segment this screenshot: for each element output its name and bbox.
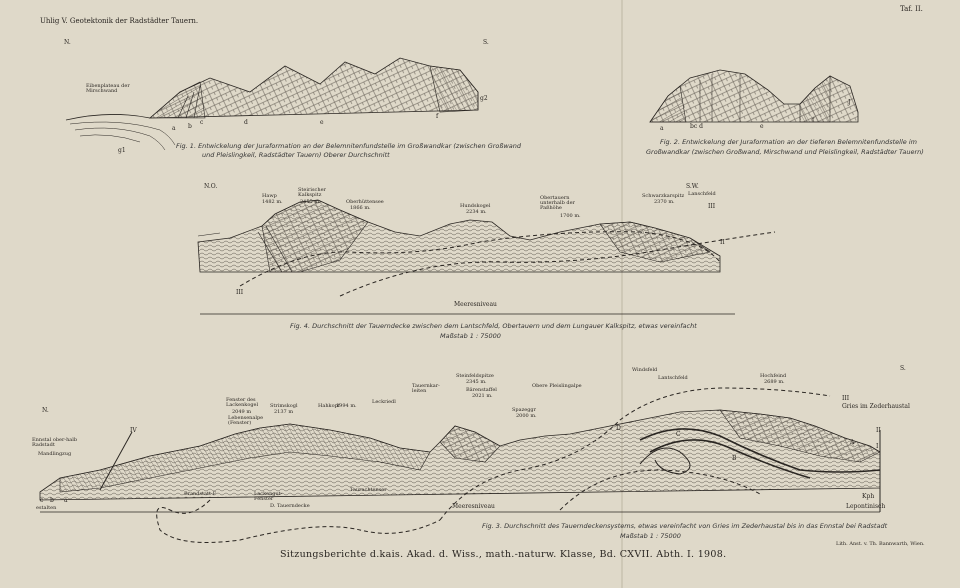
fig1-letter-b: b bbox=[188, 123, 192, 130]
fig4-peak-obertauern: Obertauern unterhalb der Paßhöhe bbox=[540, 195, 575, 211]
fig3-label-windsfeld: Windsfeld bbox=[632, 367, 658, 373]
fig4-peak-lanschfeld: Lanschfeld bbox=[688, 191, 716, 197]
fig3-letter-a-fold: A bbox=[850, 439, 855, 446]
fig3-label-taurachtenser: Taurachtenser bbox=[350, 487, 387, 493]
fig1-north-label: N. bbox=[64, 39, 71, 46]
fig4-peak-kalkspitz: Steirischer Kalkspitz bbox=[298, 187, 326, 198]
fig3-label-lebensenalpe: Lebensenalpe (Fenster) bbox=[228, 415, 264, 426]
fig4-peak-oberhuettensee: Oberhüttensee bbox=[346, 199, 384, 205]
fig1-plateau-label: Eibenplateau der Mirschwand bbox=[86, 83, 130, 94]
fig3-label-leckriedl: Leckriedl bbox=[372, 399, 396, 405]
fig4-caption: Fig. 4. Durchschnitt der Tauerndecke zwischen dem Lantschfeld, Obertauern und dem Lungauer Kalkspitz, etwas vereinfacht bbox=[290, 322, 697, 330]
fig4-peak-hawp: Hawp bbox=[262, 193, 277, 199]
fig3-letter-b: b bbox=[50, 497, 54, 504]
fig1-south-label: S. bbox=[483, 39, 489, 46]
fig3-profile bbox=[40, 388, 880, 542]
fig3-label-hochfeind: Hochfeind bbox=[760, 373, 787, 379]
fig3-label-fenster-lackenkogel-alt: 2049 m bbox=[232, 409, 252, 415]
fig3-label-lantschfeld: Lantschfeld bbox=[658, 375, 688, 381]
fig4-scale: Maßstab 1 : 75000 bbox=[440, 332, 501, 340]
fig3-label-brandstatt: Brandstatt-F bbox=[184, 491, 217, 497]
fig1-letter-c: c bbox=[200, 119, 204, 126]
fig2-letter-e: e bbox=[760, 123, 764, 130]
fig4-peak-hawp-alt: 1482 m. bbox=[262, 199, 283, 205]
fig4-peak-obertauern-alt: 1700 m. bbox=[560, 213, 581, 219]
fig3-label-tauernkarleiten: Tauernkar-leiten bbox=[412, 383, 440, 394]
fig4-peak-schwarzkarspitz-alt: 2370 m. bbox=[654, 199, 675, 205]
fig1-profile bbox=[66, 58, 478, 150]
fig3-label-tauerndecke: D. Tauerndecke bbox=[270, 503, 310, 509]
fig1-g1: g1 bbox=[118, 147, 126, 154]
fig3-roman-i: I bbox=[876, 443, 879, 450]
fig4-sea-level: Meeresniveau bbox=[454, 301, 497, 308]
fig3-estalten: estalten bbox=[36, 505, 57, 511]
fig3-roman-ii: II bbox=[876, 427, 881, 434]
fig4-sw-label: S.W. bbox=[686, 183, 699, 190]
plate-footer: Sitzungsberichte d.kais. Akad. d. Wiss., math.-naturw. Klasse, Bd. CXVII. Abth. I. 1908. bbox=[280, 549, 727, 560]
fig2-letter-a: a bbox=[660, 125, 664, 132]
fig3-label-fenster-lackenkogel: Fenster des Lackenkogel bbox=[226, 397, 259, 408]
fig3-caption: Fig. 3. Durchschnitt des Tauerndeckensystems, etwas vereinfacht von Gries im Zederhaustal bis in das Ennstal bei Radstadt bbox=[482, 522, 888, 530]
fig4-peak-hundskogel: Hundskogel bbox=[460, 203, 491, 209]
fig3-label-mandlingzug: Mandlingzug bbox=[38, 451, 72, 457]
fig4-roman-iii-left: III bbox=[236, 289, 244, 296]
fig3-label-baerenstaffel-alt: 2021 m. bbox=[472, 393, 493, 399]
fig1-caption-1: Fig. 1. Entwickelung der Juraformation an der Belemnitenfundstelle im Großwandkar (zwischen Großwand bbox=[176, 142, 522, 150]
fig2-profile bbox=[650, 70, 858, 122]
fig3-north-label: N. bbox=[42, 407, 49, 414]
fig3-letter-d: D bbox=[616, 425, 621, 432]
fig1-letter-e: e bbox=[320, 119, 324, 126]
fig3-label-strimskogl-alt: 2137 m bbox=[274, 409, 294, 415]
fig3-letter-c-fold: C bbox=[676, 431, 681, 438]
plate-header: Uhlig V. Geotektonik der Radstädter Tauern. bbox=[40, 17, 199, 25]
fig4-no-label: N.O. bbox=[204, 183, 218, 190]
plate-imprint: Lith. Anst. v. Th. Bannwarth, Wien. bbox=[836, 541, 925, 547]
fig3-lepontinisch: Lepontinisch bbox=[846, 503, 886, 510]
fig3-label-spazeggr: Spazeggr bbox=[512, 407, 536, 413]
fig3-letter-b-fold: B bbox=[732, 455, 737, 462]
fig3-label-steinfeldspitze-alt: 2345 m. bbox=[466, 379, 487, 385]
fig3-kph: Kph bbox=[862, 493, 875, 500]
fig3-letter-c: c bbox=[40, 497, 44, 504]
fig3-label-spazeggr-alt: 2000 m. bbox=[516, 413, 537, 419]
fig3-label-strimskogl: Strimskogl bbox=[270, 403, 298, 409]
fig3-letter-a: a bbox=[64, 497, 68, 504]
fig4-peak-hundskogel-alt: 2234 m. bbox=[466, 209, 487, 215]
fig3-label-baerenstaffel: Bärenstaffel bbox=[466, 387, 497, 393]
fig2-caption-2: Großwandkar (zwischen Großwand, Mirschwand und Pleislingkeil, Radstädter Tauern) bbox=[646, 148, 924, 156]
fig4-roman-ii: II bbox=[720, 239, 725, 246]
fig3-label-lackengut: Lackengut-Fenster bbox=[254, 491, 283, 502]
fig4-peak-schwarzkarspitz: Schwarzkarspitz bbox=[642, 193, 685, 199]
fig3-sea-level: Meeresniveau bbox=[452, 503, 495, 510]
fig1-letter-d: d bbox=[244, 119, 248, 126]
fig4-roman-iii-right: III bbox=[708, 203, 716, 210]
fig3-label-obere-pleislingalpe: Obere Pleislingalpe bbox=[532, 383, 582, 389]
fig1-letter-f: f bbox=[436, 113, 439, 120]
fig2-letter-bcd: bc d bbox=[690, 123, 703, 130]
fig1-g2: g2 bbox=[480, 95, 488, 102]
fig1-caption-2: und Pleislingkeil, Radstädter Tauern) Oberer Durchschnitt bbox=[202, 151, 390, 159]
fig4-profile bbox=[198, 200, 775, 314]
fig3-scale: Maßstab 1 : 75000 bbox=[620, 532, 681, 540]
fig4-peak-kalkspitz-alt: 2455 m. bbox=[300, 199, 321, 205]
fig3-south-label: S. bbox=[900, 365, 906, 372]
fig2-letter-f: f bbox=[812, 117, 815, 124]
fig3-roman-iv: IV bbox=[130, 427, 137, 434]
fig2-letter-j: J bbox=[848, 99, 851, 106]
plate-number: Taf. II. bbox=[900, 5, 923, 13]
fig3-label-hochfeind-alt: 2689 m. bbox=[764, 379, 785, 385]
fig3-label-hahkopf: Hahkopf bbox=[318, 403, 340, 409]
fig3-label-steinfeldspitze: Steinfeldspitze bbox=[456, 373, 494, 379]
fig1-letter-a: a bbox=[172, 125, 176, 132]
fig3-label-ennstal: Ennstal ober-halb Radstadt bbox=[32, 437, 78, 448]
fig2-caption-1: Fig. 2. Entwickelung der Juraformation an der tieferen Belemnitenfundstelle im bbox=[660, 138, 917, 146]
fig3-roman-iii: III bbox=[842, 395, 850, 402]
fig3-label-gries: Gries im Zederhaustal bbox=[842, 403, 910, 410]
fig3-label-hahkopf-alt: 1994 m. bbox=[336, 403, 357, 409]
fig4-peak-oberhuettensee-alt: 1866 m. bbox=[350, 205, 371, 211]
